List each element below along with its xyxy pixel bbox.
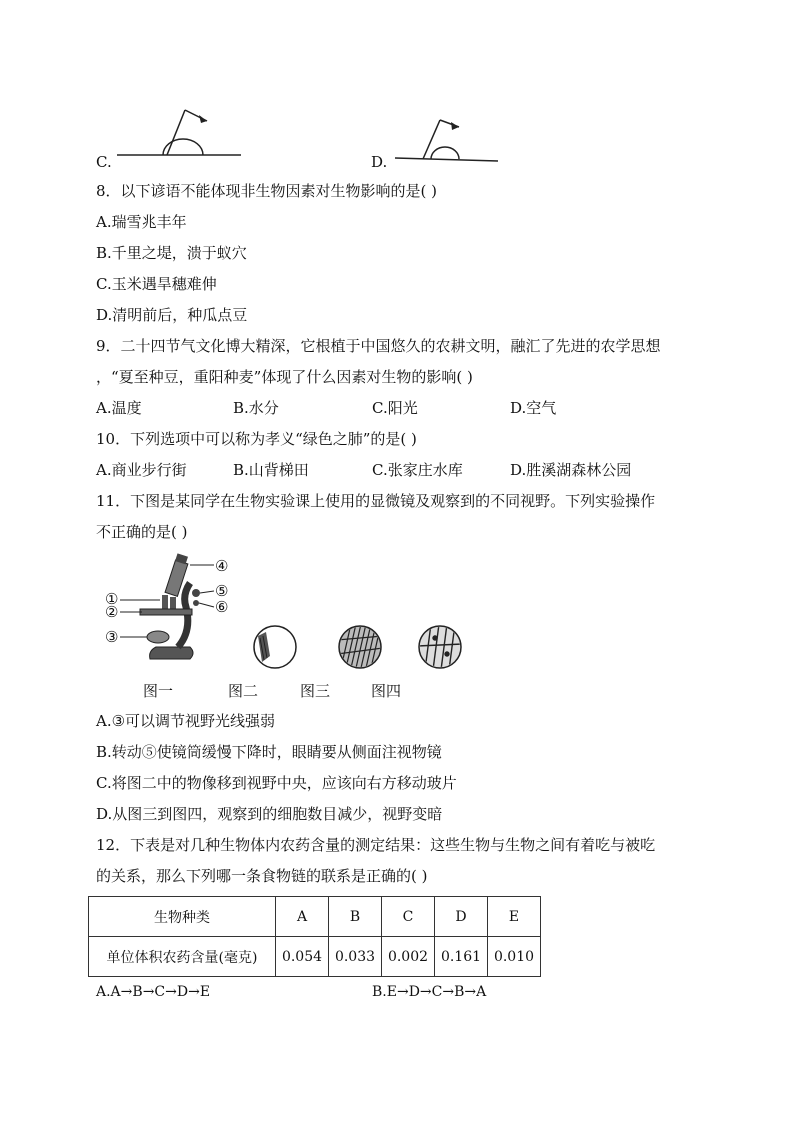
marker-5: ⑤ bbox=[215, 582, 229, 600]
figure-label-3: 图三 bbox=[300, 682, 331, 700]
q9-stem-line1: 9．二十四节气文化博大精深，它根植于中国悠久的农耕文明，融汇了先进的农学思想 bbox=[96, 337, 661, 355]
table-cell: 0.010 bbox=[488, 937, 541, 977]
q12-stem-line1: 12．下表是对几种生物体内农药含量的测定结果：这些生物与生物之间有着吃与被吃 bbox=[96, 836, 656, 854]
figure-label-4: 图四 bbox=[371, 682, 402, 700]
q12-option-a: A.A→B→C→D→E bbox=[96, 984, 211, 1000]
q8-option-c: C.玉米遇旱穗难伸 bbox=[96, 275, 217, 293]
table-cell: 0.002 bbox=[382, 937, 435, 977]
field-of-view-fig4 bbox=[417, 624, 463, 670]
marker-1: ① bbox=[105, 590, 119, 608]
q8-option-d: D.清明前后，种瓜点豆 bbox=[96, 306, 248, 324]
q8-option-b: B.千里之堤，溃于蚁穴 bbox=[96, 244, 247, 262]
option-c-label: C. bbox=[96, 153, 112, 171]
q11-option-a: A.③可以调节视野光线强弱 bbox=[96, 712, 276, 730]
marker-6: ⑥ bbox=[215, 598, 229, 616]
table-header-cell: C bbox=[382, 897, 435, 937]
table-header-cell: E bbox=[488, 897, 541, 937]
angle-figure-c bbox=[115, 105, 245, 160]
q11-stem-line2: 不正确的是( ) bbox=[96, 523, 188, 541]
table-header-cell: D bbox=[435, 897, 488, 937]
microscope-stage bbox=[140, 609, 192, 615]
table-cell: 0.161 bbox=[435, 937, 488, 977]
q9-option-a: A.温度 bbox=[96, 399, 142, 417]
microscope-base bbox=[150, 647, 193, 659]
q9-stem-line2: ，“夏至种豆，重阳种麦”体现了什么因素对生物的影响( ) bbox=[96, 368, 473, 386]
table-header-cell: B bbox=[329, 897, 382, 937]
microscope-mirror bbox=[147, 631, 169, 643]
q8-stem: 8．以下谚语不能体现非生物因素对生物影响的是( ) bbox=[96, 182, 438, 200]
table-cell: 单位体积农药含量(毫克) bbox=[89, 937, 276, 977]
q10-stem: 10．下列选项中可以称为孝义“绿色之肺”的是( ) bbox=[96, 430, 417, 448]
q8-option-a: A.瑞雪兆丰年 bbox=[96, 213, 187, 231]
marker-2: ② bbox=[105, 603, 119, 621]
q10-option-a: A.商业步行街 bbox=[96, 461, 187, 479]
marker-3: ③ bbox=[105, 628, 119, 646]
field-of-view-fig2 bbox=[252, 624, 298, 670]
q11-option-b: B.转动⑤使镜筒缓慢下降时，眼睛要从侧面注视物镜 bbox=[96, 743, 442, 761]
option-d-label: D. bbox=[371, 153, 388, 171]
q9-option-b: B.水分 bbox=[233, 399, 279, 417]
marker-4: ④ bbox=[215, 557, 229, 575]
table-header-cell: A bbox=[276, 897, 329, 937]
q11-option-d: D.从图三到图四，观察到的细胞数目减少，视野变暗 bbox=[96, 805, 443, 823]
figure-label-1: 图一 bbox=[143, 682, 174, 700]
q12-option-b: B.E→D→C→B→A bbox=[372, 984, 487, 1000]
field-of-view-fig3 bbox=[337, 624, 383, 670]
table-row bbox=[89, 937, 541, 977]
q12-stem-line2: 的关系，那么下列哪一条食物链的联系是正确的( ) bbox=[96, 867, 428, 885]
angle-figure-d bbox=[393, 115, 503, 165]
q11-stem-line1: 11．下图是某同学在生物实验课上使用的显微镜及观察到的不同视野。下列实验操作 bbox=[96, 492, 656, 510]
table-header-cell: 生物种类 bbox=[89, 897, 276, 937]
pesticide-table bbox=[88, 896, 541, 977]
q9-option-c: C.阳光 bbox=[372, 399, 418, 417]
table-cell: 0.033 bbox=[329, 937, 382, 977]
q10-option-d: D.胜溪湖森林公园 bbox=[510, 461, 632, 479]
table-cell: 0.054 bbox=[276, 937, 329, 977]
q10-option-c: C.张家庄水库 bbox=[372, 461, 463, 479]
q10-option-b: B.山背梯田 bbox=[233, 461, 309, 479]
figure-label-2: 图二 bbox=[228, 682, 259, 700]
table-header-row bbox=[89, 897, 541, 937]
q9-option-d: D.空气 bbox=[510, 399, 557, 417]
q11-option-c: C.将图二中的物像移到视野中央，应该向右方移动玻片 bbox=[96, 774, 457, 792]
